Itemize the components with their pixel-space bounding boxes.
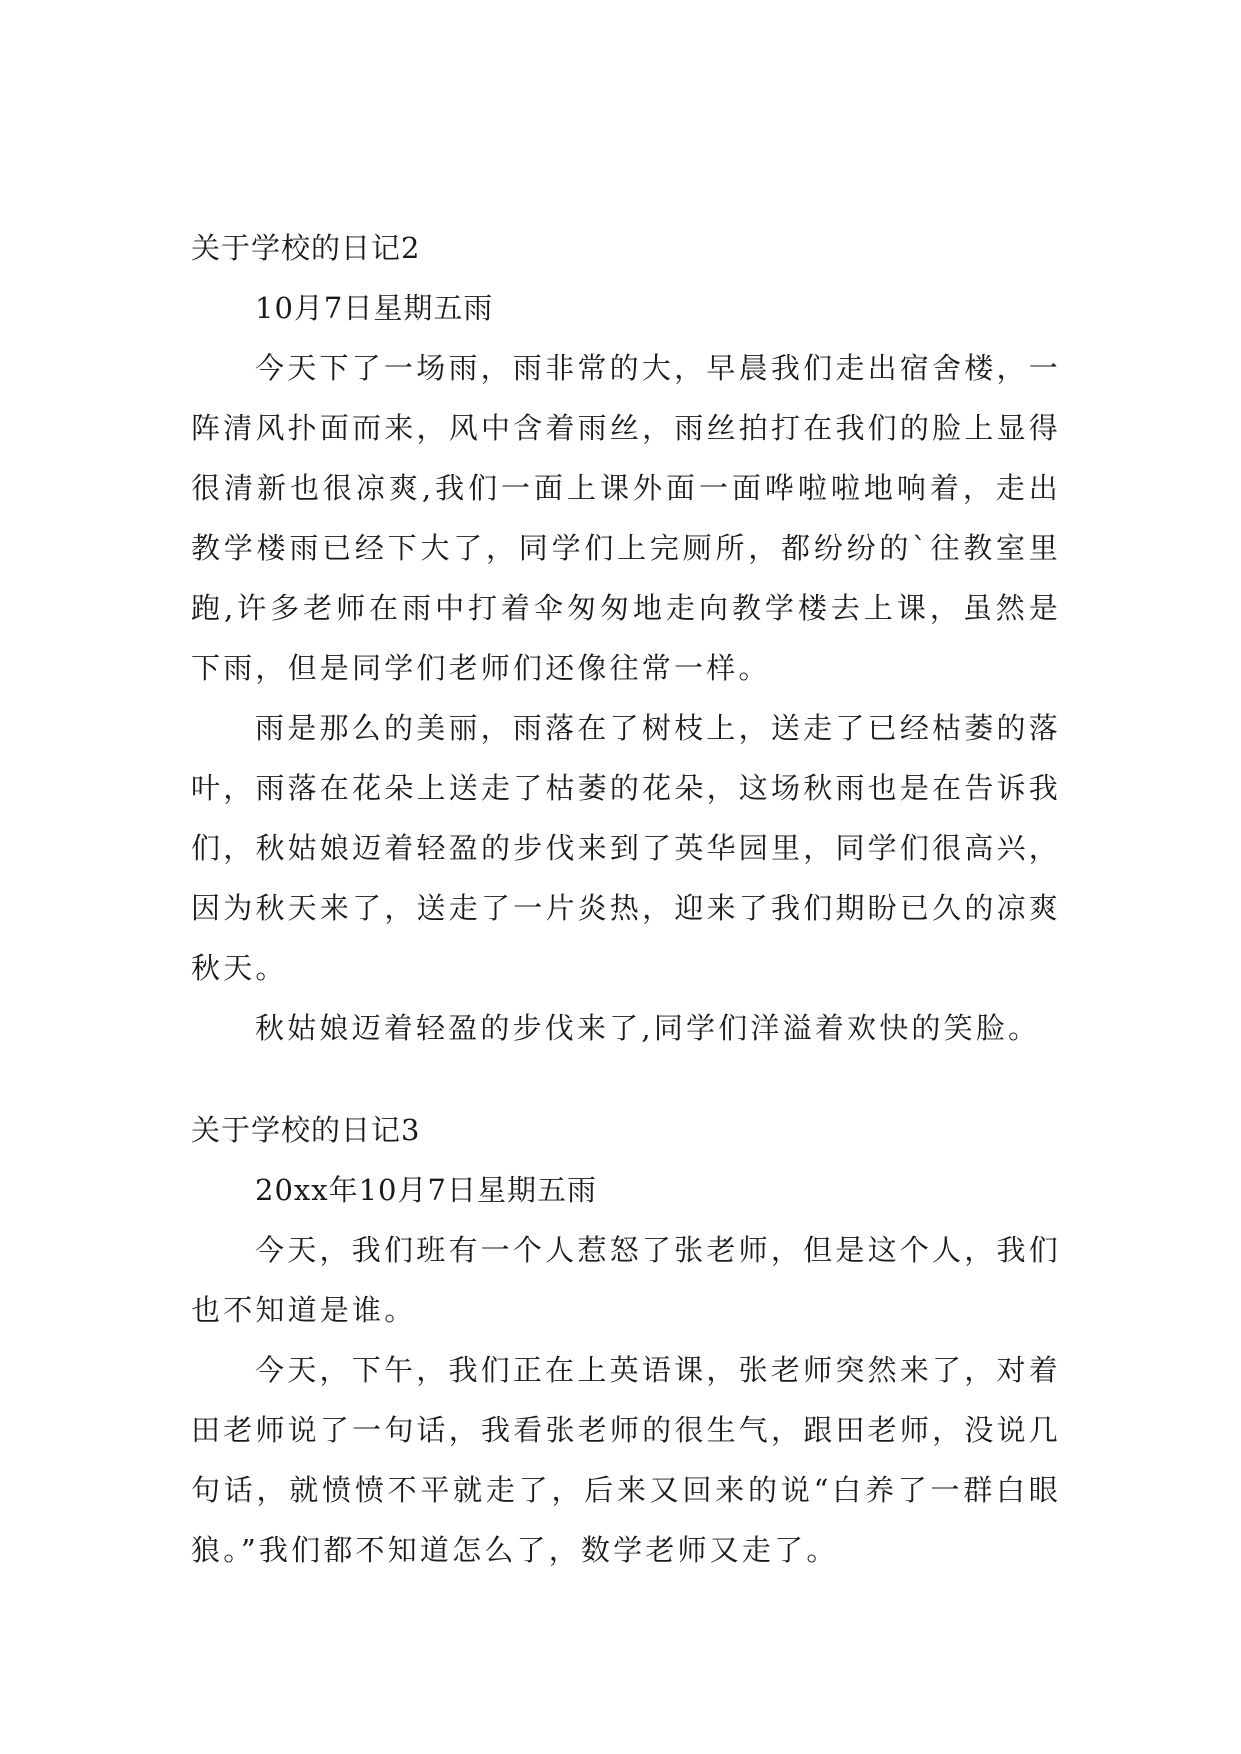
entry-title: 关于学校的日记2	[191, 231, 421, 265]
entry-paragraph: 今天，下午，我们正在上英语课，张老师突然来了，对着田老师说了一句话，我看张老师的很生气，跟田老师，没说几句话，就愤愤不平就走了，后来又回来的说“白养了一群白眼狼。”我们都不知道怎么了，数学老师又走了。	[191, 1353, 1061, 1567]
entry-paragraph: 今天，我们班有一个人惹怒了张老师，但是这个人，我们也不知道是谁。	[191, 1233, 1061, 1327]
diary-entry-2	[191, 218, 1061, 1058]
entry-date: 20xx年10月7日星期五雨	[255, 1173, 597, 1207]
entry-paragraph: 今天下了一场雨，雨非常的大，早晨我们走出宿舍楼，一阵清风扑面而来，风中含着雨丝，雨丝拍打在我们的脸上显得很清新也很凉爽,我们一面上课外面一面哗啦啦地响着，走出教学楼雨已经下大了，同学们上完厕所，都纷纷的`往教室里跑,许多老师在雨中打着伞匆匆地走向教学楼去上课，虽然是下雨，但是同学们老师们还像往常一样。	[191, 351, 1061, 685]
entry-paragraph: 秋姑娘迈着轻盈的步伐来了,同学们洋溢着欢快的笑脸。	[255, 1011, 1041, 1045]
entry-date: 10月7日星期五雨	[255, 291, 494, 325]
entry-paragraph: 雨是那么的美丽，雨落在了树枝上，送走了已经枯萎的落叶，雨落在花朵上送走了枯萎的花朵，这场秋雨也是在告诉我们，秋姑娘迈着轻盈的步伐来到了英华园里，同学们很高兴，因为秋天来了，送走了一片炎热，迎来了我们期盼已久的凉爽秋天。	[191, 711, 1061, 985]
entry-title: 关于学校的日记3	[191, 1113, 421, 1147]
diary-entry-3	[191, 1100, 1061, 1580]
